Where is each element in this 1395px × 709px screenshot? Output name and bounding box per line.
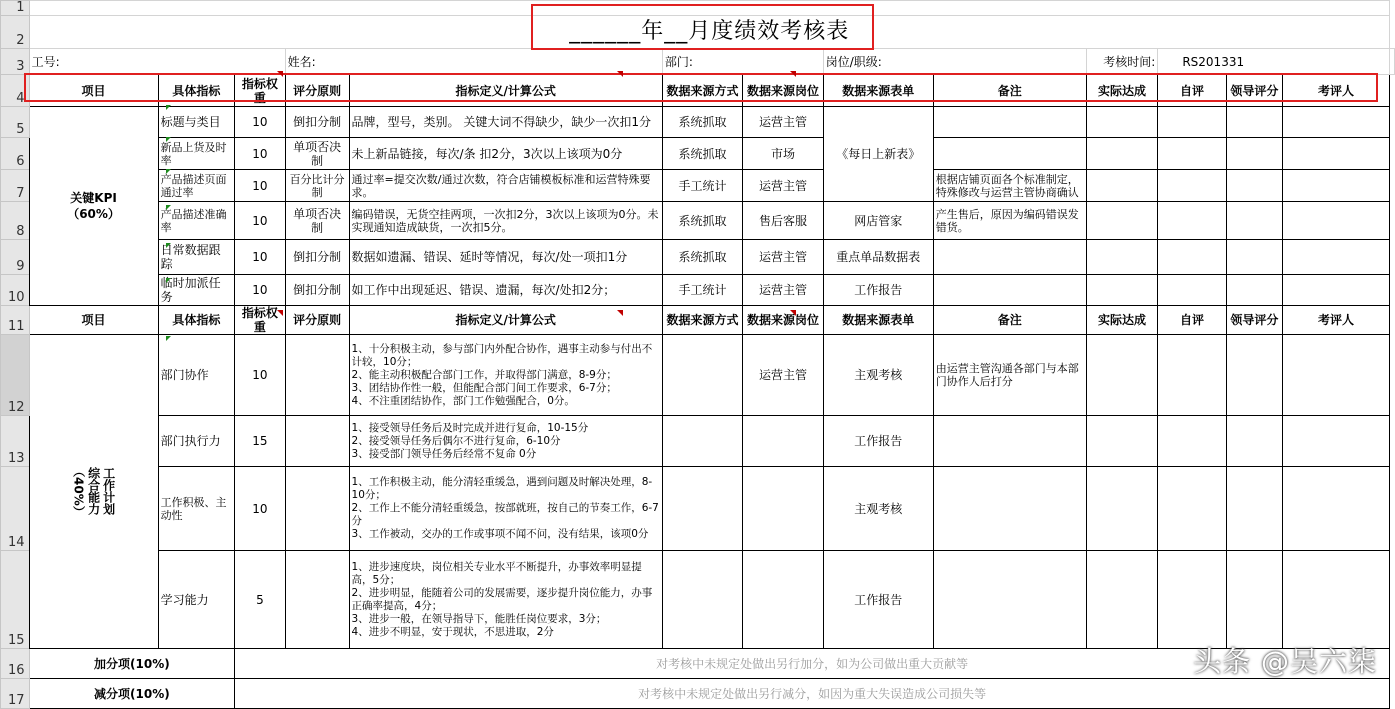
self-cell[interactable]	[1158, 416, 1226, 467]
col-header-form[interactable]: 数据来源表单	[823, 75, 933, 107]
weight-cell[interactable]: 5	[235, 551, 285, 649]
weight-cell[interactable]: 10	[235, 467, 285, 551]
formula-cell[interactable]: 如工作中出现延迟、错误、遗漏，每次/处扣2分；	[349, 275, 662, 306]
row-header-5[interactable]: 5	[1, 107, 30, 138]
col-header-project[interactable]: 项目	[29, 306, 158, 335]
formula-cell[interactable]	[349, 335, 662, 416]
evaluator-cell[interactable]	[1283, 107, 1390, 138]
form-cell[interactable]: 《每日上新表》	[823, 107, 933, 202]
rule-cell[interactable]: 百分比计分制	[285, 170, 349, 202]
post-cell[interactable]	[743, 467, 823, 551]
method-cell[interactable]: 手工统计	[662, 170, 742, 202]
section-ability-label-a: （40%）	[71, 465, 86, 518]
post-cell[interactable]: 售后客服	[743, 202, 823, 240]
header-row-2	[1, 306, 1395, 335]
rule-cell[interactable]: 倒扣分制	[285, 107, 349, 138]
row-header-17[interactable]: 17	[1, 679, 30, 709]
rule-cell[interactable]	[285, 335, 349, 416]
table-row	[1, 275, 1395, 306]
note-cell[interactable]	[933, 138, 1086, 170]
post-cell[interactable]: 运营主管	[743, 170, 823, 202]
leader-cell[interactable]	[1226, 240, 1282, 275]
actual-cell[interactable]	[1086, 138, 1158, 170]
rule-cell[interactable]: 单项否决制	[285, 202, 349, 240]
formula-line: 2、进步明显，能随着公司的发展需要，逐步提升岗位能力，办事正确率提高，4分；	[351, 586, 653, 612]
formula-line: 4、不注重团结协作，部门工作勉强配合，0分。	[351, 394, 575, 407]
formula-line: 2、能主动积极配合部门工作，并取得部门满意，8-9分；	[351, 368, 617, 381]
row-header-16[interactable]: 16	[1, 649, 30, 679]
row-header-10[interactable]: 10	[1, 275, 30, 306]
comment-marker-icon	[277, 71, 283, 77]
col-header-post[interactable]: 数据来源岗位	[743, 75, 823, 107]
actual-cell[interactable]	[1086, 240, 1158, 275]
formula-cell[interactable]: 未上新品链接，每次/条 扣2分，3次以上该项为0分	[349, 138, 662, 170]
weight-cell[interactable]: 10	[235, 240, 285, 275]
weight-cell[interactable]: 10	[235, 202, 285, 240]
row-header-4[interactable]: 4	[1, 75, 30, 107]
table-row	[1, 467, 1395, 551]
penalty-row	[1, 679, 1395, 709]
evaluator-cell[interactable]	[1283, 240, 1390, 275]
comment-marker-icon	[617, 71, 623, 77]
green-marker-icon	[166, 105, 171, 110]
method-cell[interactable]: 系统抓取	[662, 107, 742, 138]
rule-cell[interactable]	[285, 416, 349, 467]
formula-line: 2、工作上不能分清轻重缓急，按部就班，按自己的节奏工作，6-7分	[351, 502, 659, 527]
form-cell[interactable]: 工作报告	[823, 275, 933, 306]
row-header-1[interactable]: 1	[1, 1, 30, 16]
formula-line: 1、进步速度块，岗位相关专业水平不断提升，办事效率明显提高，5分；	[351, 560, 642, 586]
post-cell[interactable]	[743, 551, 823, 649]
penalty-text[interactable]: 对考核中未规定处做出另行减分，如因为重大失误造成公司损失等	[235, 679, 1390, 709]
penalty-label[interactable]: 减分项(10%)	[29, 679, 235, 709]
self-cell[interactable]	[1158, 275, 1226, 306]
leader-cell[interactable]	[1226, 170, 1282, 202]
comment-marker-icon	[790, 71, 796, 77]
post-cell[interactable]: 市场	[743, 138, 823, 170]
method-cell[interactable]	[662, 335, 742, 416]
comment-marker-icon	[790, 310, 796, 316]
cell[interactable]	[1390, 49, 1395, 75]
self-cell[interactable]	[1158, 170, 1226, 202]
leader-cell[interactable]	[1226, 551, 1282, 649]
note-cell[interactable]: 根据店铺页面各个标准制定，特殊修改与运营主管协商确认	[933, 170, 1086, 202]
form-cell[interactable]: 工作报告	[823, 551, 933, 649]
formula-cell[interactable]: 品牌，型号，类别。 关键大词不得缺少，缺少一次扣1分	[349, 107, 662, 138]
leader-cell[interactable]	[1226, 467, 1282, 551]
table-row	[1, 107, 1395, 138]
col-header-project[interactable]: 项目	[29, 75, 158, 107]
self-cell[interactable]	[1158, 107, 1226, 138]
formula-line: 3、工作被动，交办的工作或事项不闻不问，没有结果，该项0分	[351, 528, 649, 540]
actual-cell[interactable]	[1086, 467, 1158, 551]
green-marker-icon	[166, 278, 171, 283]
row-header-13[interactable]: 13	[1, 416, 30, 467]
col-header-post[interactable]: 数据来源岗位	[743, 306, 823, 335]
weight-cell[interactable]: 10	[235, 335, 285, 416]
table-row	[1, 240, 1395, 275]
actual-cell[interactable]	[1086, 170, 1158, 202]
indicator-cell[interactable]: 部门执行力	[158, 416, 235, 467]
post-cell[interactable]: 运营主管	[743, 240, 823, 275]
header-row-1	[1, 75, 1395, 107]
section-ability-label-c: 工作计划	[101, 467, 116, 516]
indicator-cell[interactable]: 临时加派任务	[158, 275, 235, 306]
self-cell[interactable]	[1158, 240, 1226, 275]
rule-cell[interactable]	[285, 551, 349, 649]
evaluator-cell[interactable]	[1283, 275, 1390, 306]
col-header-form[interactable]: 数据来源表单	[823, 306, 933, 335]
col-header-actual[interactable]: 实际达成	[1086, 306, 1158, 335]
method-cell[interactable]: 系统抓取	[662, 240, 742, 275]
col-header-indicator[interactable]: 具体指标	[158, 306, 235, 335]
comment-marker-icon	[617, 310, 623, 316]
self-cell[interactable]	[1158, 138, 1226, 170]
table-row	[1, 335, 1395, 416]
row-header-8[interactable]: 8	[1, 202, 30, 240]
section-kpi-label[interactable]	[29, 107, 158, 306]
col-header-leader[interactable]: 领导评分	[1226, 75, 1282, 107]
green-marker-icon	[166, 336, 171, 341]
department-label[interactable]: 部门:	[662, 49, 823, 75]
evaluator-cell[interactable]	[1283, 138, 1390, 170]
form-cell[interactable]: 主观考核	[823, 335, 933, 416]
actual-cell[interactable]	[1086, 551, 1158, 649]
col-header-actual[interactable]: 实际达成	[1086, 75, 1158, 107]
col-header-self[interactable]: 自评	[1158, 306, 1226, 335]
self-cell[interactable]	[1158, 202, 1226, 240]
bonus-text[interactable]: 对考核中未规定处做出另行加分，如为公司做出重大贡献等	[235, 649, 1390, 679]
rule-cell[interactable]: 倒扣分制	[285, 240, 349, 275]
post-cell[interactable]: 运营主管	[743, 335, 823, 416]
leader-cell[interactable]	[1226, 138, 1282, 170]
col-header-note[interactable]: 备注	[933, 306, 1086, 335]
evaluator-cell[interactable]	[1283, 416, 1390, 467]
col-header-note[interactable]: 备注	[933, 75, 1086, 107]
indicator-cell[interactable]: 产品描述准确率	[158, 202, 235, 240]
evaluator-cell[interactable]	[1283, 551, 1390, 649]
position-label[interactable]: 岗位/职级:	[823, 49, 1086, 75]
col-header-method[interactable]: 数据来源方式	[662, 75, 742, 107]
col-header-indicator[interactable]: 具体指标	[158, 75, 235, 107]
name-label[interactable]: 姓名:	[285, 49, 662, 75]
bonus-label[interactable]: 加分项(10%)	[29, 649, 235, 679]
row-header-3[interactable]: 3	[1, 49, 30, 75]
indicator-cell[interactable]: 标题与类目	[158, 107, 235, 138]
green-marker-icon	[166, 243, 171, 248]
formula-line: 4、进步不明显，安于现状，不思进取，2分	[351, 625, 554, 638]
col-header-rule[interactable]: 评分原则	[285, 75, 349, 107]
row-header-6[interactable]: 6	[1, 138, 30, 170]
actual-cell[interactable]	[1086, 107, 1158, 138]
formula-line: 3、接受部门领导任务后经常不复命 0分	[351, 447, 537, 460]
actual-cell[interactable]	[1086, 202, 1158, 240]
table-row	[1, 551, 1395, 649]
cell[interactable]	[29, 1, 1389, 16]
green-marker-icon	[166, 205, 171, 210]
self-cell[interactable]	[1158, 335, 1226, 416]
weight-cell[interactable]: 10	[235, 170, 285, 202]
leader-cell[interactable]	[1226, 275, 1282, 306]
indicator-cell[interactable]: 学习能力	[158, 551, 235, 649]
col-header-method[interactable]: 数据来源方式	[662, 306, 742, 335]
employee-no-label[interactable]: 工号:	[29, 49, 285, 75]
comment-marker-icon	[277, 310, 283, 316]
weight-cell[interactable]: 10	[235, 138, 285, 170]
actual-cell[interactable]	[1086, 335, 1158, 416]
formula-cell[interactable]: 通过率=提交次数/通过次数，符合店铺模板标准和运营特殊要求。	[349, 170, 662, 202]
leader-cell[interactable]	[1226, 416, 1282, 467]
formula-cell[interactable]	[349, 467, 662, 551]
method-cell[interactable]: 系统抓取	[662, 202, 742, 240]
col-header-leader[interactable]: 领导评分	[1226, 306, 1282, 335]
green-marker-icon	[166, 137, 171, 142]
note-cell[interactable]: 由运营主管沟通各部门与本部门协作人后打分	[933, 335, 1086, 416]
section-kpi-label-line1: 关键KPI	[70, 191, 117, 205]
formula-line: 3、进步一般，在领导指导下，能胜任岗位要求，3分；	[351, 612, 607, 625]
note-cell[interactable]	[933, 275, 1086, 306]
table-row	[1, 202, 1395, 240]
col-header-evaluator[interactable]: 考评人	[1283, 306, 1390, 335]
form-cell[interactable]: 网店管家	[823, 202, 933, 240]
row-header-9[interactable]: 9	[1, 240, 30, 275]
col-header-self[interactable]: 自评	[1158, 75, 1226, 107]
evaluator-cell[interactable]	[1283, 202, 1390, 240]
formula-cell[interactable]: 数据如遗漏、错误、延时等情况，每次/处一项扣1分	[349, 240, 662, 275]
self-cell[interactable]	[1158, 551, 1226, 649]
self-cell[interactable]	[1158, 467, 1226, 551]
watermark-text: 头条 @吴六柒	[1193, 645, 1377, 678]
col-header-rule[interactable]: 评分原则	[285, 306, 349, 335]
indicator-cell[interactable]: 日常数据跟踪	[158, 240, 235, 275]
row-header-15[interactable]: 15	[1, 551, 30, 649]
bonus-row	[1, 649, 1395, 679]
leader-cell[interactable]	[1226, 107, 1282, 138]
formula-line: 2、接受领导任务后偶尔不进行复命，6-10分	[351, 434, 561, 447]
formula-line: 3、团结协作性一般，但能配合部门间工作要求，6-7分；	[351, 381, 617, 394]
evaluator-cell[interactable]	[1283, 467, 1390, 551]
sheet-title[interactable]: ______年__月度绩效考核表	[29, 16, 1389, 49]
col-header-weight[interactable]: 指标权重	[235, 306, 285, 335]
form-cell[interactable]: 工作报告	[823, 416, 933, 467]
table-row	[1, 416, 1395, 467]
row-header-12[interactable]: 12	[1, 335, 30, 416]
form-cell[interactable]: 重点单品数据表	[823, 240, 933, 275]
col-header-formula[interactable]: 指标定义/计算公式	[349, 306, 662, 335]
formula-cell[interactable]	[349, 416, 662, 467]
post-cell[interactable]: 运营主管	[743, 275, 823, 306]
indicator-cell[interactable]: 新品上货及时率	[158, 138, 235, 170]
weight-cell[interactable]: 10	[235, 107, 285, 138]
indicator-cell[interactable]: 工作积极、主动性	[158, 467, 235, 551]
weight-cell[interactable]: 10	[235, 275, 285, 306]
code-label[interactable]: RS201331	[1158, 49, 1390, 75]
method-cell[interactable]: 系统抓取	[662, 138, 742, 170]
table-row	[1, 170, 1395, 202]
note-cell[interactable]	[933, 107, 1086, 138]
section-ability-label[interactable]	[29, 335, 158, 649]
method-cell[interactable]: 手工统计	[662, 275, 742, 306]
weight-cell[interactable]: 15	[235, 416, 285, 467]
evaluator-cell[interactable]	[1283, 170, 1390, 202]
rule-cell[interactable]	[285, 467, 349, 551]
method-cell[interactable]	[662, 551, 742, 649]
indicator-cell[interactable]: 产品描述页面通过率	[158, 170, 235, 202]
evaluator-cell[interactable]	[1283, 335, 1390, 416]
col-header-formula[interactable]: 指标定义/计算公式	[349, 75, 662, 107]
method-cell[interactable]	[662, 416, 742, 467]
leader-cell[interactable]	[1226, 335, 1282, 416]
note-cell[interactable]	[933, 551, 1086, 649]
post-cell[interactable]	[743, 416, 823, 467]
formula-line: 1、接受领导任务后及时完成并进行复命，10-15分	[351, 421, 589, 434]
form-cell[interactable]: 主观考核	[823, 467, 933, 551]
formula-cell[interactable]: 编码错误，无货空挂两项，一次扣2分，3次以上该项为0分。未实现通知造成缺货，一次扣5分。	[349, 202, 662, 240]
section-ability-label-b: 综合能力	[86, 467, 101, 516]
row-header-14[interactable]: 14	[1, 467, 30, 551]
formula-cell[interactable]	[349, 551, 662, 649]
rule-cell[interactable]: 倒扣分制	[285, 275, 349, 306]
actual-cell[interactable]	[1086, 275, 1158, 306]
post-cell[interactable]: 运营主管	[743, 107, 823, 138]
formula-line: 1、十分积极主动，参与部门内外配合协作，遇事主动参与付出不计较，10分；	[351, 342, 653, 368]
leader-cell[interactable]	[1226, 202, 1282, 240]
table-row	[1, 138, 1395, 170]
col-header-evaluator[interactable]: 考评人	[1283, 75, 1390, 107]
method-cell[interactable]	[662, 467, 742, 551]
indicator-cell[interactable]: 部门协作	[158, 335, 235, 416]
col-header-weight[interactable]: 指标权重	[235, 75, 285, 107]
section-kpi-label-line2: （60%）	[67, 207, 120, 221]
green-marker-icon	[166, 169, 171, 174]
note-cell[interactable]: 产生售后，原因为编码错误发错货。	[933, 202, 1086, 240]
period-label[interactable]: 考核时间:	[1086, 49, 1158, 75]
rule-cell[interactable]: 单项否决制	[285, 138, 349, 170]
row-header-2[interactable]: 2	[1, 16, 30, 49]
note-cell[interactable]	[933, 240, 1086, 275]
formula-line: 1、工作积极主动，能分清轻重缓急，遇到问题及时解决处理，8-10分；	[351, 476, 653, 501]
row-header-11[interactable]: 11	[1, 306, 30, 335]
note-cell[interactable]	[933, 467, 1086, 551]
row-header-7[interactable]: 7	[1, 170, 30, 202]
actual-cell[interactable]	[1086, 416, 1158, 467]
note-cell[interactable]	[933, 416, 1086, 467]
